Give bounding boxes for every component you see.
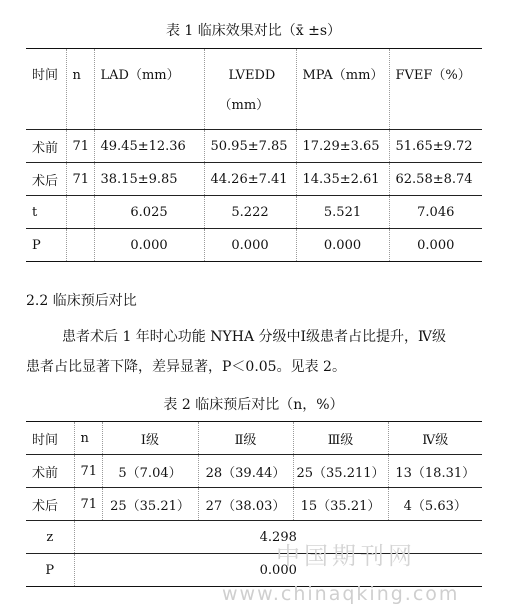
cell: 0.000 xyxy=(389,229,482,262)
table2-caption: 表 2 临床预后对比（n，%） xyxy=(163,397,344,413)
table-row xyxy=(26,163,482,196)
cell: 27（38.03） xyxy=(198,488,293,521)
cell: 50.95±7.85 xyxy=(204,130,296,163)
header-cell-grade3: Ⅲ级 xyxy=(293,422,388,455)
header-cell-grade2: Ⅱ级 xyxy=(198,422,293,455)
cell: 28（39.44） xyxy=(198,455,293,488)
cell: 术前 xyxy=(26,455,74,488)
cell: P xyxy=(26,229,66,262)
table-row-t xyxy=(26,196,482,229)
cell: 0.000 xyxy=(94,229,204,262)
cell: 71 xyxy=(66,130,94,163)
table-header-row xyxy=(26,422,482,455)
cell: 38.15±9.85 xyxy=(94,163,204,196)
cell: 0.000 xyxy=(204,229,296,262)
cell: 44.26±7.41 xyxy=(204,163,296,196)
cell: 5.521 xyxy=(296,196,389,229)
cell: z xyxy=(26,521,74,554)
cell: 5（7.04） xyxy=(102,455,198,488)
cell: 13（18.31） xyxy=(388,455,482,488)
cell: 0.000 xyxy=(296,229,389,262)
cell: P xyxy=(26,554,74,587)
header-cell-grade4: Ⅳ级 xyxy=(388,422,482,455)
cell: 术后 xyxy=(26,163,66,196)
header-lvedd-unit: （mm） xyxy=(218,98,270,113)
watermark-url: www.chinaqking.com xyxy=(222,583,460,605)
cell: 14.35±2.61 xyxy=(296,163,389,196)
cell xyxy=(66,229,94,262)
table-row xyxy=(26,488,482,521)
cell: 62.58±8.74 xyxy=(389,163,482,196)
cell: 25（35.21） xyxy=(102,488,198,521)
header-cell-fvef: FVEF（%） xyxy=(389,49,482,130)
paragraph-line: 患者术后 1 年时心功能 NYHA 分级中Ⅰ级患者占比提升，Ⅳ级 xyxy=(62,329,447,345)
table-row xyxy=(26,130,482,163)
cell: 49.45±12.36 xyxy=(94,130,204,163)
cell: 4（5.63） xyxy=(388,488,482,521)
header-cell-lvedd xyxy=(204,49,296,130)
header-cell-n: n xyxy=(66,49,94,130)
header-cell-lad: LAD（mm） xyxy=(94,49,204,130)
cell: 15（35.21） xyxy=(293,488,388,521)
body-paragraph xyxy=(26,322,486,382)
cell: 71 xyxy=(74,488,102,521)
paragraph-line: 患者占比显著下降，差异显著，P＜0.05。见表 2。 xyxy=(26,359,346,375)
header-cell-mpa: MPA（mm） xyxy=(296,49,389,130)
header-cell-time: 时间 xyxy=(26,422,74,455)
cell: t xyxy=(26,196,66,229)
cell-merged: 0.000 xyxy=(74,554,482,587)
header-lvedd-label: LVEDD xyxy=(228,68,276,83)
cell xyxy=(66,196,94,229)
header-cell-time: 时间 xyxy=(26,49,66,130)
section-heading: 2.2 临床预后对比 xyxy=(26,293,137,309)
cell: 6.025 xyxy=(94,196,204,229)
cell: 51.65±9.72 xyxy=(389,130,482,163)
cell: 术前 xyxy=(26,130,66,163)
header-cell-grade1: Ⅰ级 xyxy=(102,422,198,455)
watermark-logo-text: 中国期刊网 xyxy=(276,542,416,570)
table-row xyxy=(26,455,482,488)
table1-clinical-effect xyxy=(26,48,482,262)
header-cell-n: n xyxy=(74,422,102,455)
table-header-row xyxy=(26,49,482,130)
cell: 5.222 xyxy=(204,196,296,229)
cell: 7.046 xyxy=(389,196,482,229)
table-row-p xyxy=(26,229,482,262)
cell-merged: 4.298 xyxy=(74,521,482,554)
cell: 25（35.211） xyxy=(293,455,388,488)
cell: 术后 xyxy=(26,488,74,521)
cell: 71 xyxy=(66,163,94,196)
cell: 17.29±3.65 xyxy=(296,130,389,163)
cell: 71 xyxy=(74,455,102,488)
table1-caption: 表 1 临床效果对比（x̄ ±s） xyxy=(165,23,342,39)
